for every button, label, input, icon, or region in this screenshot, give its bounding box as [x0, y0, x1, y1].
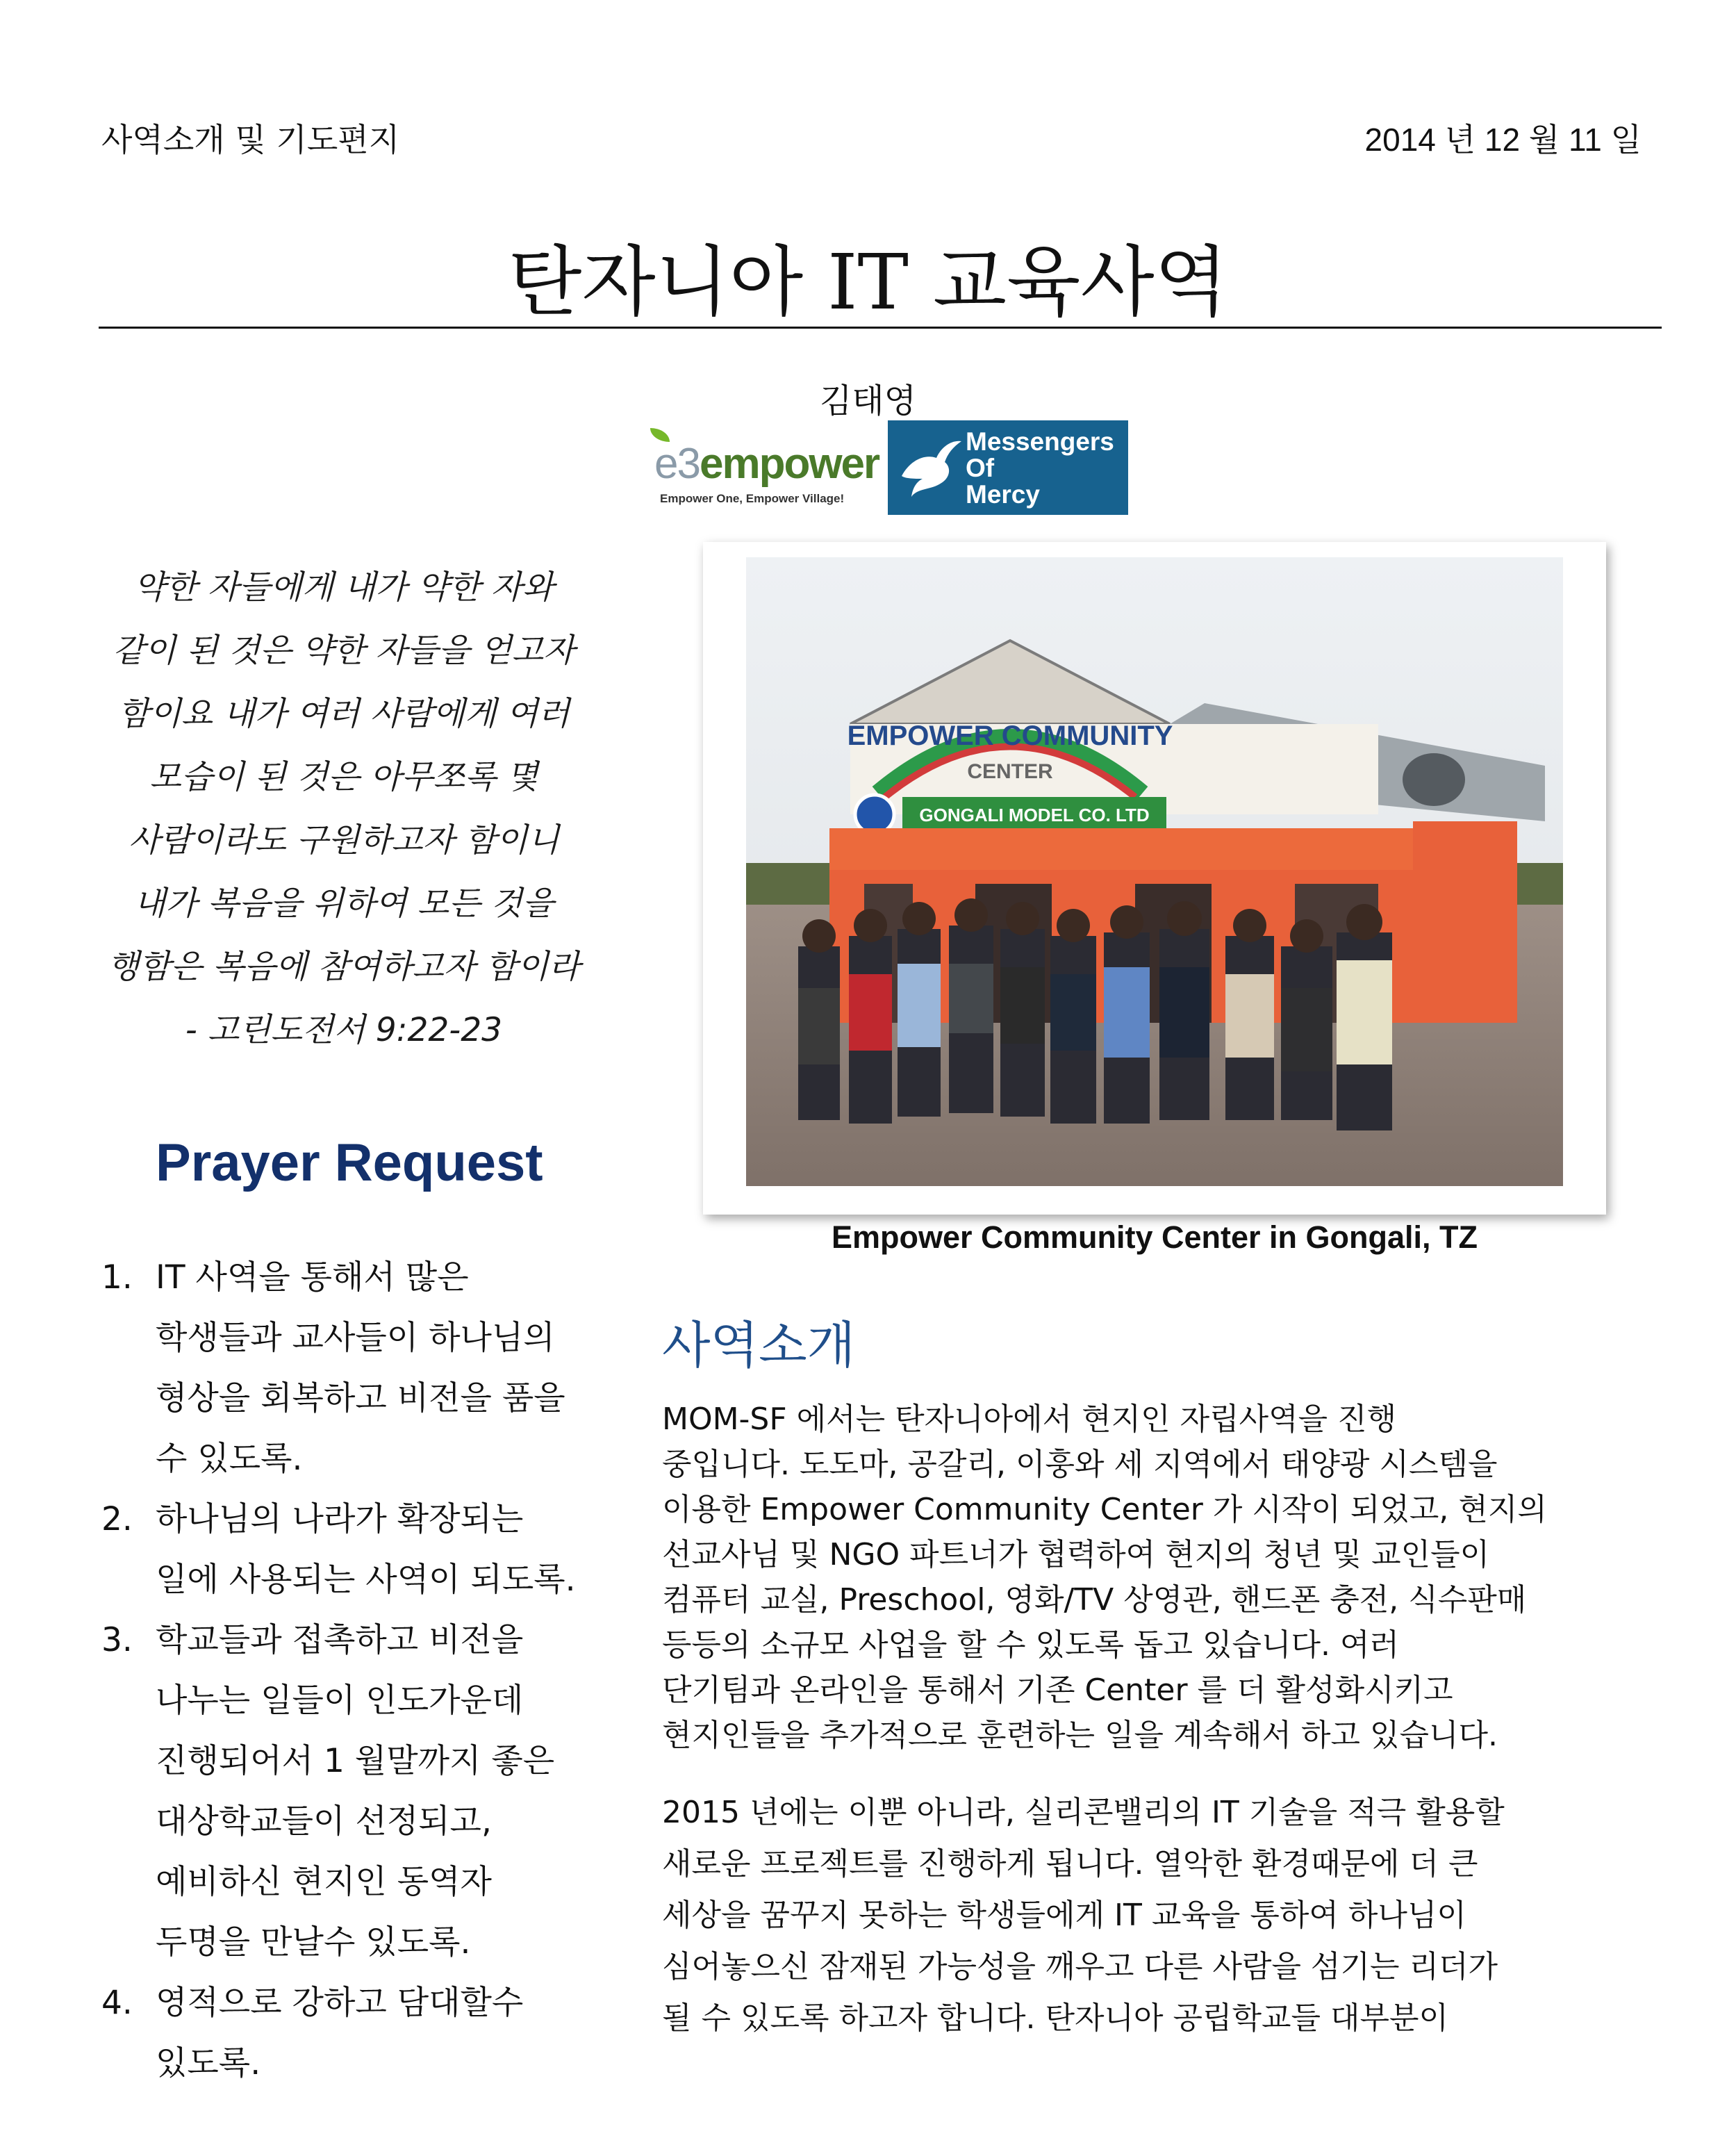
mom-line: Of: [966, 454, 995, 482]
paragraph-line: 현지인들을 추가적으로 훈련하는 일을 계속해서 하고 있습니다.: [662, 1718, 1498, 1753]
paragraph-line: 중입니다. 도도마, 공갈리, 이훙와 세 지역에서 태양광 시스템을: [662, 1447, 1498, 1482]
paragraph-line: 2015 년에는 이뿐 아니라, 실리콘밸리의 IT 기술을 적극 활용할: [662, 1795, 1505, 1830]
list-item: [101, 1973, 629, 2094]
sign-line: CENTER: [967, 760, 1053, 783]
header-date: 2014 년 12 월 11 일: [1364, 122, 1642, 158]
paragraph-line: MOM-SF 에서는 탄자니아에서 현지인 자립사역을 진행: [662, 1401, 1397, 1437]
photo-frame: [703, 542, 1606, 1215]
list-item-line: 형상을 회복하고 비전을 품을: [156, 1379, 565, 1417]
list-item-line: 일에 사용되는 사역이 되도록.: [156, 1561, 576, 1599]
e3-prefix: e3: [654, 440, 700, 488]
quote-line: 약한 자들에게 내가 약한 자와: [133, 568, 554, 607]
ministry-intro-heading: 사역소개: [662, 1316, 856, 1374]
paragraph-line: 심어놓으신 잠재된 가능성을 깨우고 다른 사람을 섬기는 리더가: [662, 1949, 1498, 1984]
prayer-request-list: [101, 1247, 629, 2094]
paragraph-line: 세상을 꿈꾸지 못하는 학생들에게 IT 교육을 통하여 하나님이: [662, 1898, 1466, 1933]
quote-reference: - 고린도전서 9:22-23: [185, 1011, 503, 1049]
list-item-line: 영적으로 강하고 담대할수: [156, 1984, 524, 2022]
sign-line: EMPOWER COMMUNITY: [847, 721, 1173, 751]
e3empower-tagline: Empower One, Empower Village!: [660, 492, 845, 505]
e3empower-logo: [647, 424, 884, 514]
quote-line: 행함은 복음에 참여하고자 함이라: [107, 948, 581, 986]
author-name: 김태영: [819, 381, 917, 420]
list-item-line: 학교들과 접촉하고 비전을: [156, 1621, 524, 1659]
paragraph-line: 새로운 프로젝트를 진행하게 됩니다. 열악한 환경때문에 더 큰: [662, 1846, 1478, 1882]
paragraph-line: 컴퓨터 교실, Preschool, 영화/TV 상영관, 핸드폰 충전, 식수판매: [662, 1582, 1527, 1618]
ministry-intro-paragraph-2: [662, 1787, 1635, 2044]
ministry-intro-paragraph-1: [662, 1397, 1635, 1758]
list-item-number: 2.: [101, 1500, 133, 1538]
header-left-label: 사역소개 및 기도편지: [101, 121, 400, 158]
quote-line: 모습이 된 것은 아무쪼록 몇: [149, 758, 538, 796]
community-center-photo: [746, 557, 1563, 1186]
list-item-line: 진행되어서 1 월말까지 좋은: [156, 1742, 555, 1780]
list-item-line: 대상학교들이 선정되고,: [156, 1802, 492, 1841]
list-item-number: 1.: [101, 1258, 133, 1297]
paragraph-line: 단기팀과 온라인을 통해서 기존 Center 를 더 활성화시키고: [662, 1672, 1453, 1708]
empower-word: empower: [699, 440, 879, 488]
bible-quote: [104, 556, 584, 1062]
sign-line: GONGALI MODEL CO. LTD: [919, 805, 1150, 825]
list-item-line: 예비하신 현지인 동역자: [156, 1863, 492, 1901]
list-item-line: 하나님의 나라가 확장되는: [156, 1500, 524, 1538]
quote-line: 사람이라도 구원하고자 함이니: [128, 821, 560, 860]
dove-icon: [896, 433, 966, 502]
title-divider: [99, 327, 1662, 329]
list-item-line: 나누는 일들이 인도가운데: [156, 1681, 524, 1720]
quote-line: 같이 된 것은 약한 자들을 얻고자: [113, 632, 575, 670]
mom-wordmark: [966, 429, 1114, 508]
photo-caption: Empower Community Center in Gongali, TZ: [831, 1219, 1478, 1255]
quote-line: 함이요 내가 여러 사람에게 여러: [118, 695, 570, 733]
messengers-of-mercy-logo: [888, 420, 1128, 515]
paragraph-line: 이용한 Empower Community Center 가 시작이 되었고, 현지의: [662, 1492, 1547, 1527]
prayer-request-heading: Prayer Request: [156, 1133, 543, 1192]
list-item-line: 수 있도록.: [156, 1440, 303, 1478]
paragraph-line: 등등의 소규모 사업을 할 수 있도록 돕고 있습니다. 여러: [662, 1627, 1399, 1663]
page-title: 탄자니아 IT 교육사역: [508, 238, 1228, 327]
list-item-number: 4.: [101, 1984, 133, 2022]
paragraph-line: 선교사님 및 NGO 파트너가 협력하여 현지의 청년 및 교인들이: [662, 1537, 1490, 1572]
list-item: [101, 1610, 629, 1973]
mom-line: Mercy: [966, 480, 1040, 509]
list-item: [101, 1247, 629, 1489]
paragraph-line: 될 수 있도록 하고자 합니다. 탄자니아 공립학교들 대부분이: [662, 2000, 1448, 2036]
list-item: [101, 1489, 629, 1610]
quote-line: 내가 복음을 위하여 모든 것을: [133, 885, 554, 923]
list-item-line: IT 사역을 통해서 많은: [156, 1258, 469, 1297]
e3empower-wordmark: [654, 439, 879, 488]
community-center-illustration: [746, 557, 1563, 1186]
list-item-number: 3.: [101, 1621, 133, 1659]
list-item-line: 두명을 만날수 있도록.: [156, 1923, 471, 1962]
list-item-line: 학생들과 교사들이 하나님의: [156, 1319, 555, 1357]
list-item-line: 있도록.: [156, 2044, 261, 2082]
mom-line: Messengers: [966, 427, 1114, 456]
